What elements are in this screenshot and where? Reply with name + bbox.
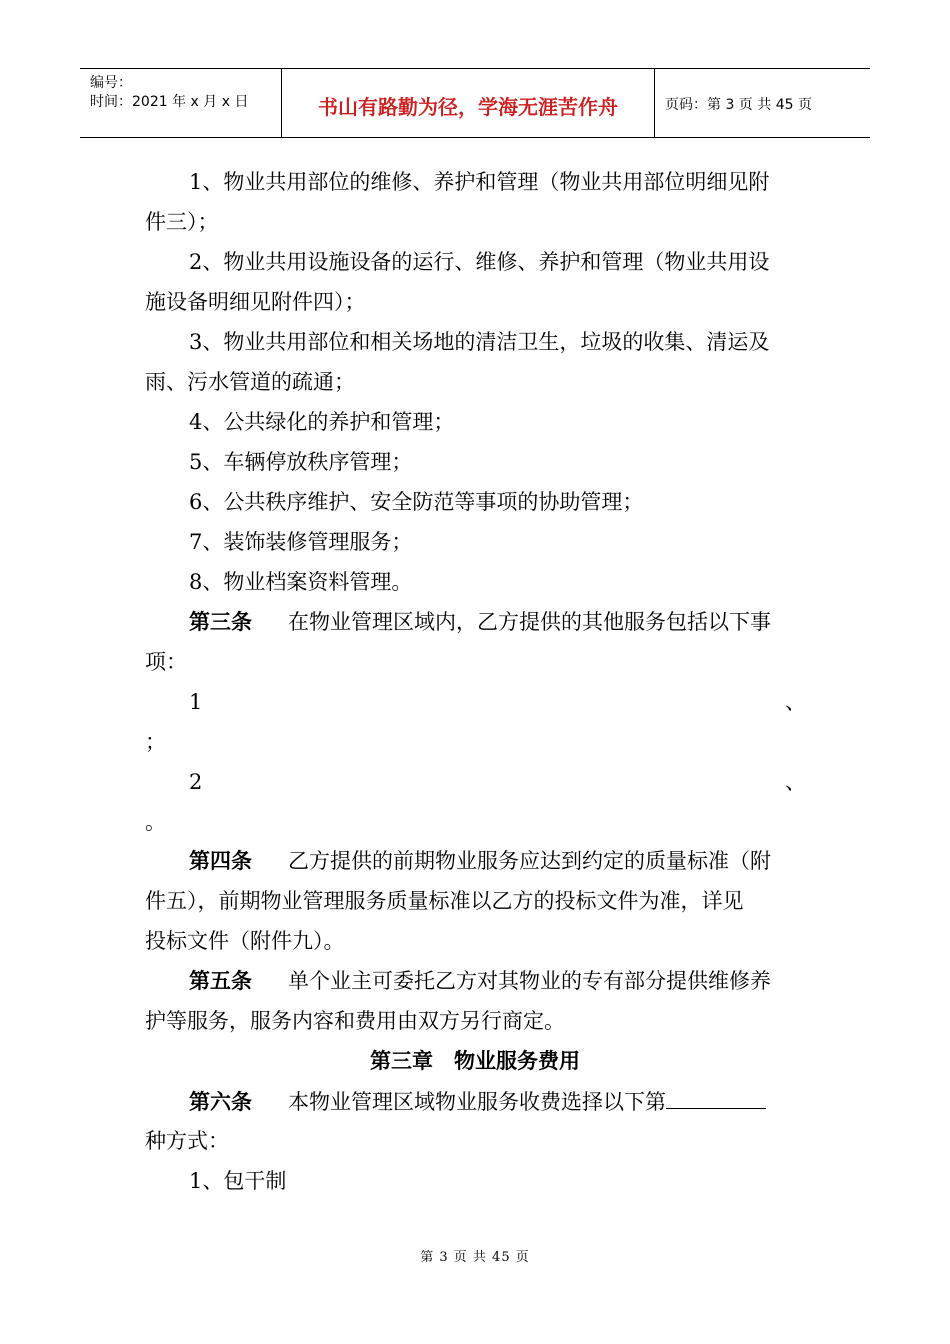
article-5-label: 第五条 — [189, 968, 252, 993]
article-4-label: 第四条 — [189, 848, 252, 873]
header-page-cell — [655, 69, 870, 137]
paragraph-line: 1、物业共用部位的维修、养护和管理（物业共用部位明细见附 — [189, 170, 770, 194]
article-5-text: 单个业主可委托乙方对其物业的专有部分提供维修养 — [288, 969, 771, 993]
document-date: 时间：2021 年 x 月 x 日 — [90, 94, 249, 110]
article-3-label: 第三条 — [189, 609, 252, 634]
paragraph-line: 投标文件（附件九）。 — [145, 929, 345, 953]
article-3-line — [189, 607, 771, 637]
paragraph-line: 件三）； — [145, 210, 219, 234]
document-header — [80, 68, 870, 138]
page-footer: 第 3 页 共 45 页 — [420, 1250, 530, 1265]
item-1-punct: 、 — [785, 690, 806, 714]
paragraph-line: 2、物业共用设施设备的运行、维修、养护和管理（物业共用设 — [189, 250, 770, 274]
paragraph-line: 护等服务，服务内容和费用由双方另行商定。 — [145, 1009, 565, 1033]
paragraph-line: 种方式： — [145, 1129, 229, 1153]
header-page-number: 页码：第 3 页 共 45 页 — [665, 97, 812, 113]
item-2-tail: 。 — [145, 810, 166, 834]
paragraph-line: 件五），前期物业管理服务质量标准以乙方的投标文件为准，详见 — [145, 889, 744, 913]
article-6-text: 本物业管理区域物业服务收费选择以下第 — [288, 1090, 666, 1114]
paragraph-line: 6、公共秩序维护、安全防范等事项的协助管理； — [189, 490, 644, 514]
header-info-cell — [80, 69, 282, 137]
article-4-line — [189, 846, 771, 876]
paragraph-line: 5、车辆停放秩序管理； — [189, 450, 413, 474]
item-2-number: 2 — [189, 770, 203, 794]
paragraph-line: 施设备明细见附件四）； — [145, 290, 366, 314]
article-3-text: 在物业管理区域内，乙方提供的其他服务包括以下事 — [288, 610, 771, 634]
paragraph-line: 3、物业共用部位和相关场地的清洁卫生，垃圾的收集、清运及 — [189, 330, 770, 354]
fill-in-blank — [666, 1086, 766, 1109]
paragraph-line: 雨、污水管道的疏通； — [145, 370, 355, 394]
article-6-line — [189, 1086, 766, 1117]
header-motto: 书山有路勤为径，学海无涯苦作舟 — [318, 95, 618, 119]
article-4-text: 乙方提供的前期物业服务应达到约定的质量标准（附 — [288, 849, 771, 873]
item-2-punct: 、 — [785, 770, 806, 794]
paragraph-line: 项： — [145, 650, 187, 674]
paragraph-line: 7、装饰装修管理服务； — [189, 530, 413, 554]
document-number-label: 编号： — [90, 75, 132, 91]
item-1-number: 1 — [189, 690, 203, 714]
article-5-line — [189, 966, 771, 996]
header-motto-cell — [282, 69, 655, 137]
article-6-label: 第六条 — [189, 1089, 252, 1114]
paragraph-line: 4、公共绿化的养护和管理； — [189, 410, 455, 434]
paragraph-line: 1、包干制 — [189, 1169, 287, 1193]
item-1-tail: ； — [145, 730, 166, 754]
paragraph-line: 8、物业档案资料管理。 — [189, 570, 413, 594]
chapter-heading: 第三章 物业服务费用 — [370, 1048, 580, 1073]
